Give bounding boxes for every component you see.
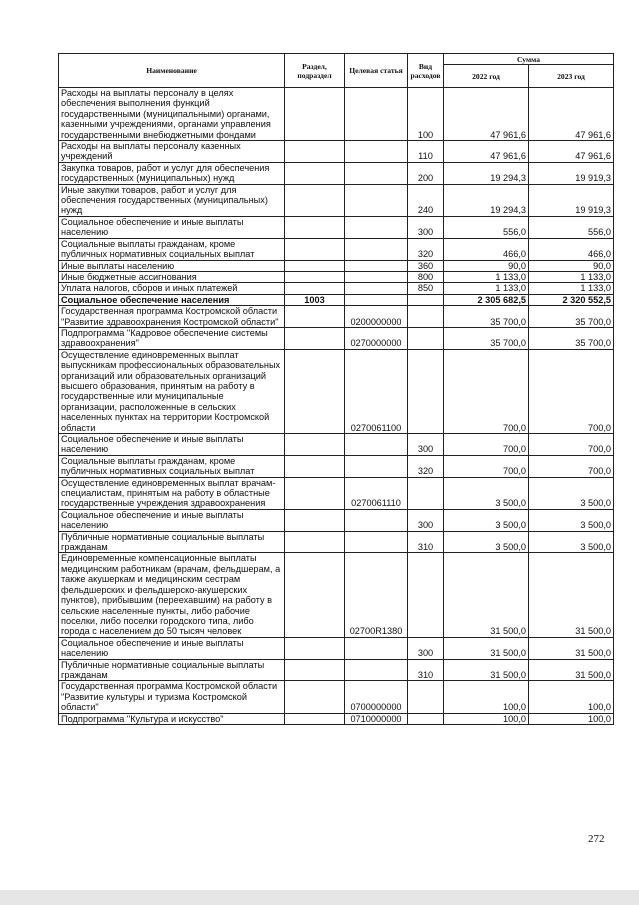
cell-name: Уплата налогов, сборов и иных платежей: [59, 283, 285, 294]
cell-section: [285, 681, 345, 713]
cell-2022: 31 500,0: [444, 659, 529, 681]
cell-2023: 2 320 552,5: [529, 294, 614, 305]
cell-2022: 3 500,0: [444, 477, 529, 509]
cell-target: [345, 260, 408, 271]
cell-section: [285, 306, 345, 328]
cell-2022: 1 133,0: [444, 271, 529, 282]
table-row: [59, 141, 614, 163]
cell-target: [345, 238, 408, 260]
cell-name: Государственная программа Костромской области "Развитие культуры и туризма Костромской области": [59, 681, 285, 713]
cell-2022: 31 500,0: [444, 553, 529, 637]
cell-name: Социальное обеспечение и иные выплаты населению: [59, 637, 285, 659]
cell-2022: 1 133,0: [444, 283, 529, 294]
cell-target: 0700000000: [345, 681, 408, 713]
table-row: [59, 260, 614, 271]
cell-target: [345, 88, 408, 141]
cell-target: [345, 141, 408, 163]
cell-type: [408, 294, 444, 305]
cell-name: Расходы на выплаты персоналу казенных учреждений: [59, 141, 285, 163]
table-row: [59, 713, 614, 724]
cell-section: [285, 162, 345, 184]
table-row: [59, 455, 614, 477]
cell-type: 240: [408, 184, 444, 216]
cell-target: [345, 434, 408, 456]
table-row: [59, 294, 614, 305]
cell-2022: 47 961,6: [444, 88, 529, 141]
cell-target: [345, 294, 408, 305]
cell-name: Государственная программа Костромской области "Развитие здравоохранения Костромской области": [59, 306, 285, 328]
table-row: [59, 509, 614, 531]
cell-2023: 1 133,0: [529, 271, 614, 282]
table-row: [59, 306, 614, 328]
cell-type: [408, 477, 444, 509]
table-row: [59, 434, 614, 456]
table-row: [59, 659, 614, 681]
table-row: [59, 283, 614, 294]
cell-section: [285, 659, 345, 681]
cell-2023: 19 919,3: [529, 184, 614, 216]
cell-name: Социальное обеспечение и иные выплаты населению: [59, 216, 285, 238]
cell-2022: 31 500,0: [444, 637, 529, 659]
cell-target: 0270061110: [345, 477, 408, 509]
cell-name: Осуществление единовременных выплат врачам-специалистам, принятым на работу в областные государственные учреждения здравоохранения: [59, 477, 285, 509]
table-row: [59, 327, 614, 349]
cell-2023: 47 961,6: [529, 141, 614, 163]
budget-table: [58, 53, 614, 725]
cell-type: 320: [408, 238, 444, 260]
cell-section: [285, 283, 345, 294]
cell-type: [408, 327, 444, 349]
cell-2022: 700,0: [444, 455, 529, 477]
cell-2023: 35 700,0: [529, 327, 614, 349]
cell-2022: 35 700,0: [444, 306, 529, 328]
cell-2023: 556,0: [529, 216, 614, 238]
cell-name: Публичные нормативные социальные выплаты гражданам: [59, 531, 285, 553]
cell-name: Социальные выплаты гражданам, кроме публичных нормативных социальных выплат: [59, 238, 285, 260]
cell-2023: 31 500,0: [529, 553, 614, 637]
cell-target: [345, 216, 408, 238]
cell-type: 850: [408, 283, 444, 294]
cell-target: [345, 659, 408, 681]
table-row: [59, 637, 614, 659]
cell-section: [285, 88, 345, 141]
cell-type: [408, 713, 444, 724]
cell-section: 1003: [285, 294, 345, 305]
cell-name: Единовременные компенсационные выплаты медицинским работникам (врачам, фельдшерам, а также акушеркам и медицинским сестрам фельдшерских и фельдшерско-акушерских пунктов), прибывшим (переехавшим) на работу в сельские населенные пункты, либо рабочие поселки, либо поселки городского типа, либо города с населением до 50 тысяч человек: [59, 553, 285, 637]
cell-type: 310: [408, 531, 444, 553]
cell-name: Социальное обеспечение и иные выплаты населению: [59, 509, 285, 531]
table-row: [59, 216, 614, 238]
cell-2023: 100,0: [529, 713, 614, 724]
cell-type: 800: [408, 271, 444, 282]
cell-name: Иные бюджетные ассигнования: [59, 271, 285, 282]
cell-2022: 35 700,0: [444, 327, 529, 349]
cell-section: [285, 271, 345, 282]
cell-2023: 19 919,3: [529, 162, 614, 184]
col-header-type: Вид расходов: [408, 54, 444, 88]
budget-sheet: [58, 53, 613, 725]
cell-name: Иные закупки товаров, работ и услуг для обеспечения государственных (муниципальных) нужд: [59, 184, 285, 216]
cell-type: 100: [408, 88, 444, 141]
cell-2023: 3 500,0: [529, 477, 614, 509]
cell-section: [285, 713, 345, 724]
cell-section: [285, 349, 345, 433]
table-row: [59, 349, 614, 433]
cell-2023: 3 500,0: [529, 509, 614, 531]
cell-target: 02700R1380: [345, 553, 408, 637]
cell-name: Осуществление единовременных выплат выпускникам профессиональных образовательных организаций или образовательных организаций высшего образования, принятым на работу в государственные или муниципальные организации, расположенные в сельских населенных пунктах на территории Костромской области: [59, 349, 285, 433]
cell-type: 300: [408, 509, 444, 531]
cell-2022: 556,0: [444, 216, 529, 238]
cell-type: [408, 681, 444, 713]
cell-2022: 100,0: [444, 713, 529, 724]
cell-2023: 700,0: [529, 455, 614, 477]
cell-name: Расходы на выплаты персоналу в целях обеспечения выполнения функций государственными (муниципальными) органами, казенными учреждениями, органами управления государственными внебюджетными фондами: [59, 88, 285, 141]
cell-section: [285, 141, 345, 163]
cell-type: 110: [408, 141, 444, 163]
table-row: [59, 162, 614, 184]
cell-2023: 700,0: [529, 349, 614, 433]
cell-2022: 47 961,6: [444, 141, 529, 163]
cell-target: 0270061100: [345, 349, 408, 433]
cell-type: 360: [408, 260, 444, 271]
cell-section: [285, 216, 345, 238]
col-header-2023: 2023 год: [529, 65, 614, 88]
table-row: [59, 531, 614, 553]
cell-2022: 700,0: [444, 434, 529, 456]
cell-2023: 90,0: [529, 260, 614, 271]
cell-2023: 1 133,0: [529, 283, 614, 294]
cell-section: [285, 637, 345, 659]
cell-2023: 31 500,0: [529, 637, 614, 659]
cell-target: [345, 184, 408, 216]
cell-2023: 31 500,0: [529, 659, 614, 681]
cell-2023: 466,0: [529, 238, 614, 260]
col-header-2022: 2022 год: [444, 65, 529, 88]
cell-target: 0710000000: [345, 713, 408, 724]
cell-target: [345, 637, 408, 659]
cell-2023: 47 961,6: [529, 88, 614, 141]
cell-name: Публичные нормативные социальные выплаты гражданам: [59, 659, 285, 681]
cell-target: [345, 531, 408, 553]
cell-section: [285, 238, 345, 260]
cell-type: [408, 306, 444, 328]
cell-2022: 19 294,3: [444, 184, 529, 216]
bottom-strip: [0, 890, 639, 905]
cell-2022: 700,0: [444, 349, 529, 433]
page-number: 272: [588, 833, 605, 845]
cell-name: Закупка товаров, работ и услуг для обеспечения государственных (муниципальных) нужд: [59, 162, 285, 184]
table-row: [59, 88, 614, 141]
cell-target: 0270000000: [345, 327, 408, 349]
col-header-section: Раздел, подраздел: [285, 54, 345, 88]
cell-section: [285, 509, 345, 531]
cell-target: [345, 271, 408, 282]
cell-type: [408, 553, 444, 637]
cell-target: [345, 162, 408, 184]
cell-name: Социальное обеспечение населения: [59, 294, 285, 305]
cell-target: [345, 455, 408, 477]
cell-target: [345, 283, 408, 294]
cell-target: 0200000000: [345, 306, 408, 328]
col-header-sum: Сумма: [444, 54, 614, 65]
cell-section: [285, 184, 345, 216]
cell-name: Социальные выплаты гражданам, кроме публичных нормативных социальных выплат: [59, 455, 285, 477]
table-header-row: [59, 54, 614, 65]
cell-name: Подпрограмма "Культура и искусство": [59, 713, 285, 724]
table-row: [59, 553, 614, 637]
cell-2023: 35 700,0: [529, 306, 614, 328]
table-row: [59, 271, 614, 282]
cell-section: [285, 434, 345, 456]
cell-section: [285, 260, 345, 271]
cell-2022: 90,0: [444, 260, 529, 271]
table-row: [59, 681, 614, 713]
cell-type: 300: [408, 434, 444, 456]
table-row: [59, 184, 614, 216]
cell-2022: 3 500,0: [444, 531, 529, 553]
col-header-name: Наименование: [59, 54, 285, 88]
cell-type: 200: [408, 162, 444, 184]
cell-2022: 100,0: [444, 681, 529, 713]
cell-type: 320: [408, 455, 444, 477]
cell-section: [285, 477, 345, 509]
cell-name: Иные выплаты населению: [59, 260, 285, 271]
cell-2022: 466,0: [444, 238, 529, 260]
cell-section: [285, 553, 345, 637]
cell-name: Подпрограмма "Кадровое обеспечение системы здравоохранения": [59, 327, 285, 349]
cell-2023: 100,0: [529, 681, 614, 713]
table-body: [59, 88, 614, 725]
col-header-target: Целевая статья: [345, 54, 408, 88]
cell-2023: 700,0: [529, 434, 614, 456]
table-row: [59, 238, 614, 260]
cell-2022: 2 305 682,5: [444, 294, 529, 305]
cell-type: 310: [408, 659, 444, 681]
cell-type: [408, 349, 444, 433]
cell-2023: 3 500,0: [529, 531, 614, 553]
cell-2022: 3 500,0: [444, 509, 529, 531]
cell-section: [285, 531, 345, 553]
cell-type: 300: [408, 637, 444, 659]
cell-section: [285, 455, 345, 477]
cell-target: [345, 509, 408, 531]
table-row: [59, 477, 614, 509]
cell-name: Социальное обеспечение и иные выплаты населению: [59, 434, 285, 456]
cell-section: [285, 327, 345, 349]
cell-2022: 19 294,3: [444, 162, 529, 184]
cell-type: 300: [408, 216, 444, 238]
